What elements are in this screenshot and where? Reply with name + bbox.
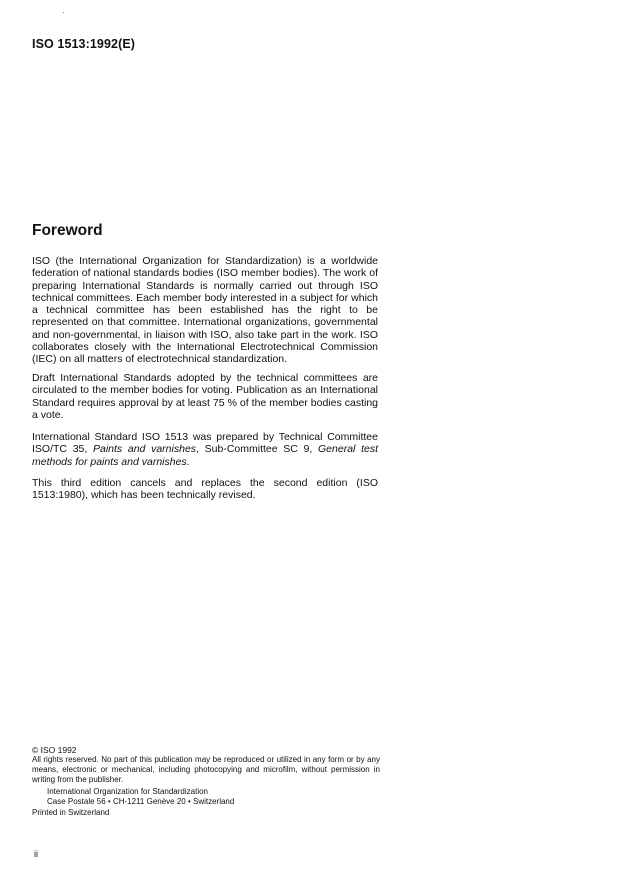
paragraph-3-text-end: . — [186, 455, 190, 468]
standard-identifier: ISO 1513:1992(E) — [32, 37, 136, 51]
foreword-paragraph-4: This third edition cancels and replaces the second edition (ISO 1513:1980), which has been technically revised. — [32, 477, 378, 502]
foreword-heading: Foreword — [32, 222, 103, 239]
paragraph-3-text-start: International Standard ISO 1513 was prepared by Technical Committee ISO/TC 35, — [32, 431, 378, 456]
rights-statement: All rights reserved. No part of this publication may be reproduced or utilized in any form or by any means, electronic or mechanical, including photocopying and microfilm, without permission in writing from the publisher. — [32, 755, 380, 784]
printed-in: Printed in Switzerland — [32, 808, 110, 817]
publisher-postal-address: Case Postale 56 • CH-1211 Genève 20 • Switzerland — [47, 797, 235, 806]
copyright-block — [32, 745, 380, 818]
committee-title: Paints and varnishes — [93, 443, 197, 456]
subcommittee-title: General test methods for paints and varnishes — [32, 443, 378, 468]
paragraph-3-text-middle: , Sub-Committee SC 9, — [196, 443, 319, 456]
copyright-line: © ISO 1992 — [32, 745, 77, 755]
scan-speck — [63, 12, 64, 13]
publisher-name: International Organization for Standardization — [47, 787, 208, 796]
foreword-paragraph-2: Draft International Standards adopted by the technical committees are circulated to the member bodies for voting. Publication as an International Standard requires approval by at least 75 % of the member bodies casting a vote. — [32, 372, 378, 421]
publisher-address — [32, 787, 380, 807]
foreword-paragraph-3 — [32, 431, 378, 468]
foreword-paragraph-1: ISO (the International Organization for Standardization) is a worldwide federation of national standards bodies (ISO member bodies). The work of preparing International Standards is normally carried out through ISO technical committees. Each member body interested in a subject for which a technical committee has been established has the right to be represented on that committee. International organizations, governmental and non-governmental, in liaison with ISO, also take part in the work. ISO collaborates closely with the International Electrotechnical Commission (IEC) on all matters of electrotechnical standardization. — [32, 255, 378, 366]
page-number: ii — [34, 849, 38, 859]
